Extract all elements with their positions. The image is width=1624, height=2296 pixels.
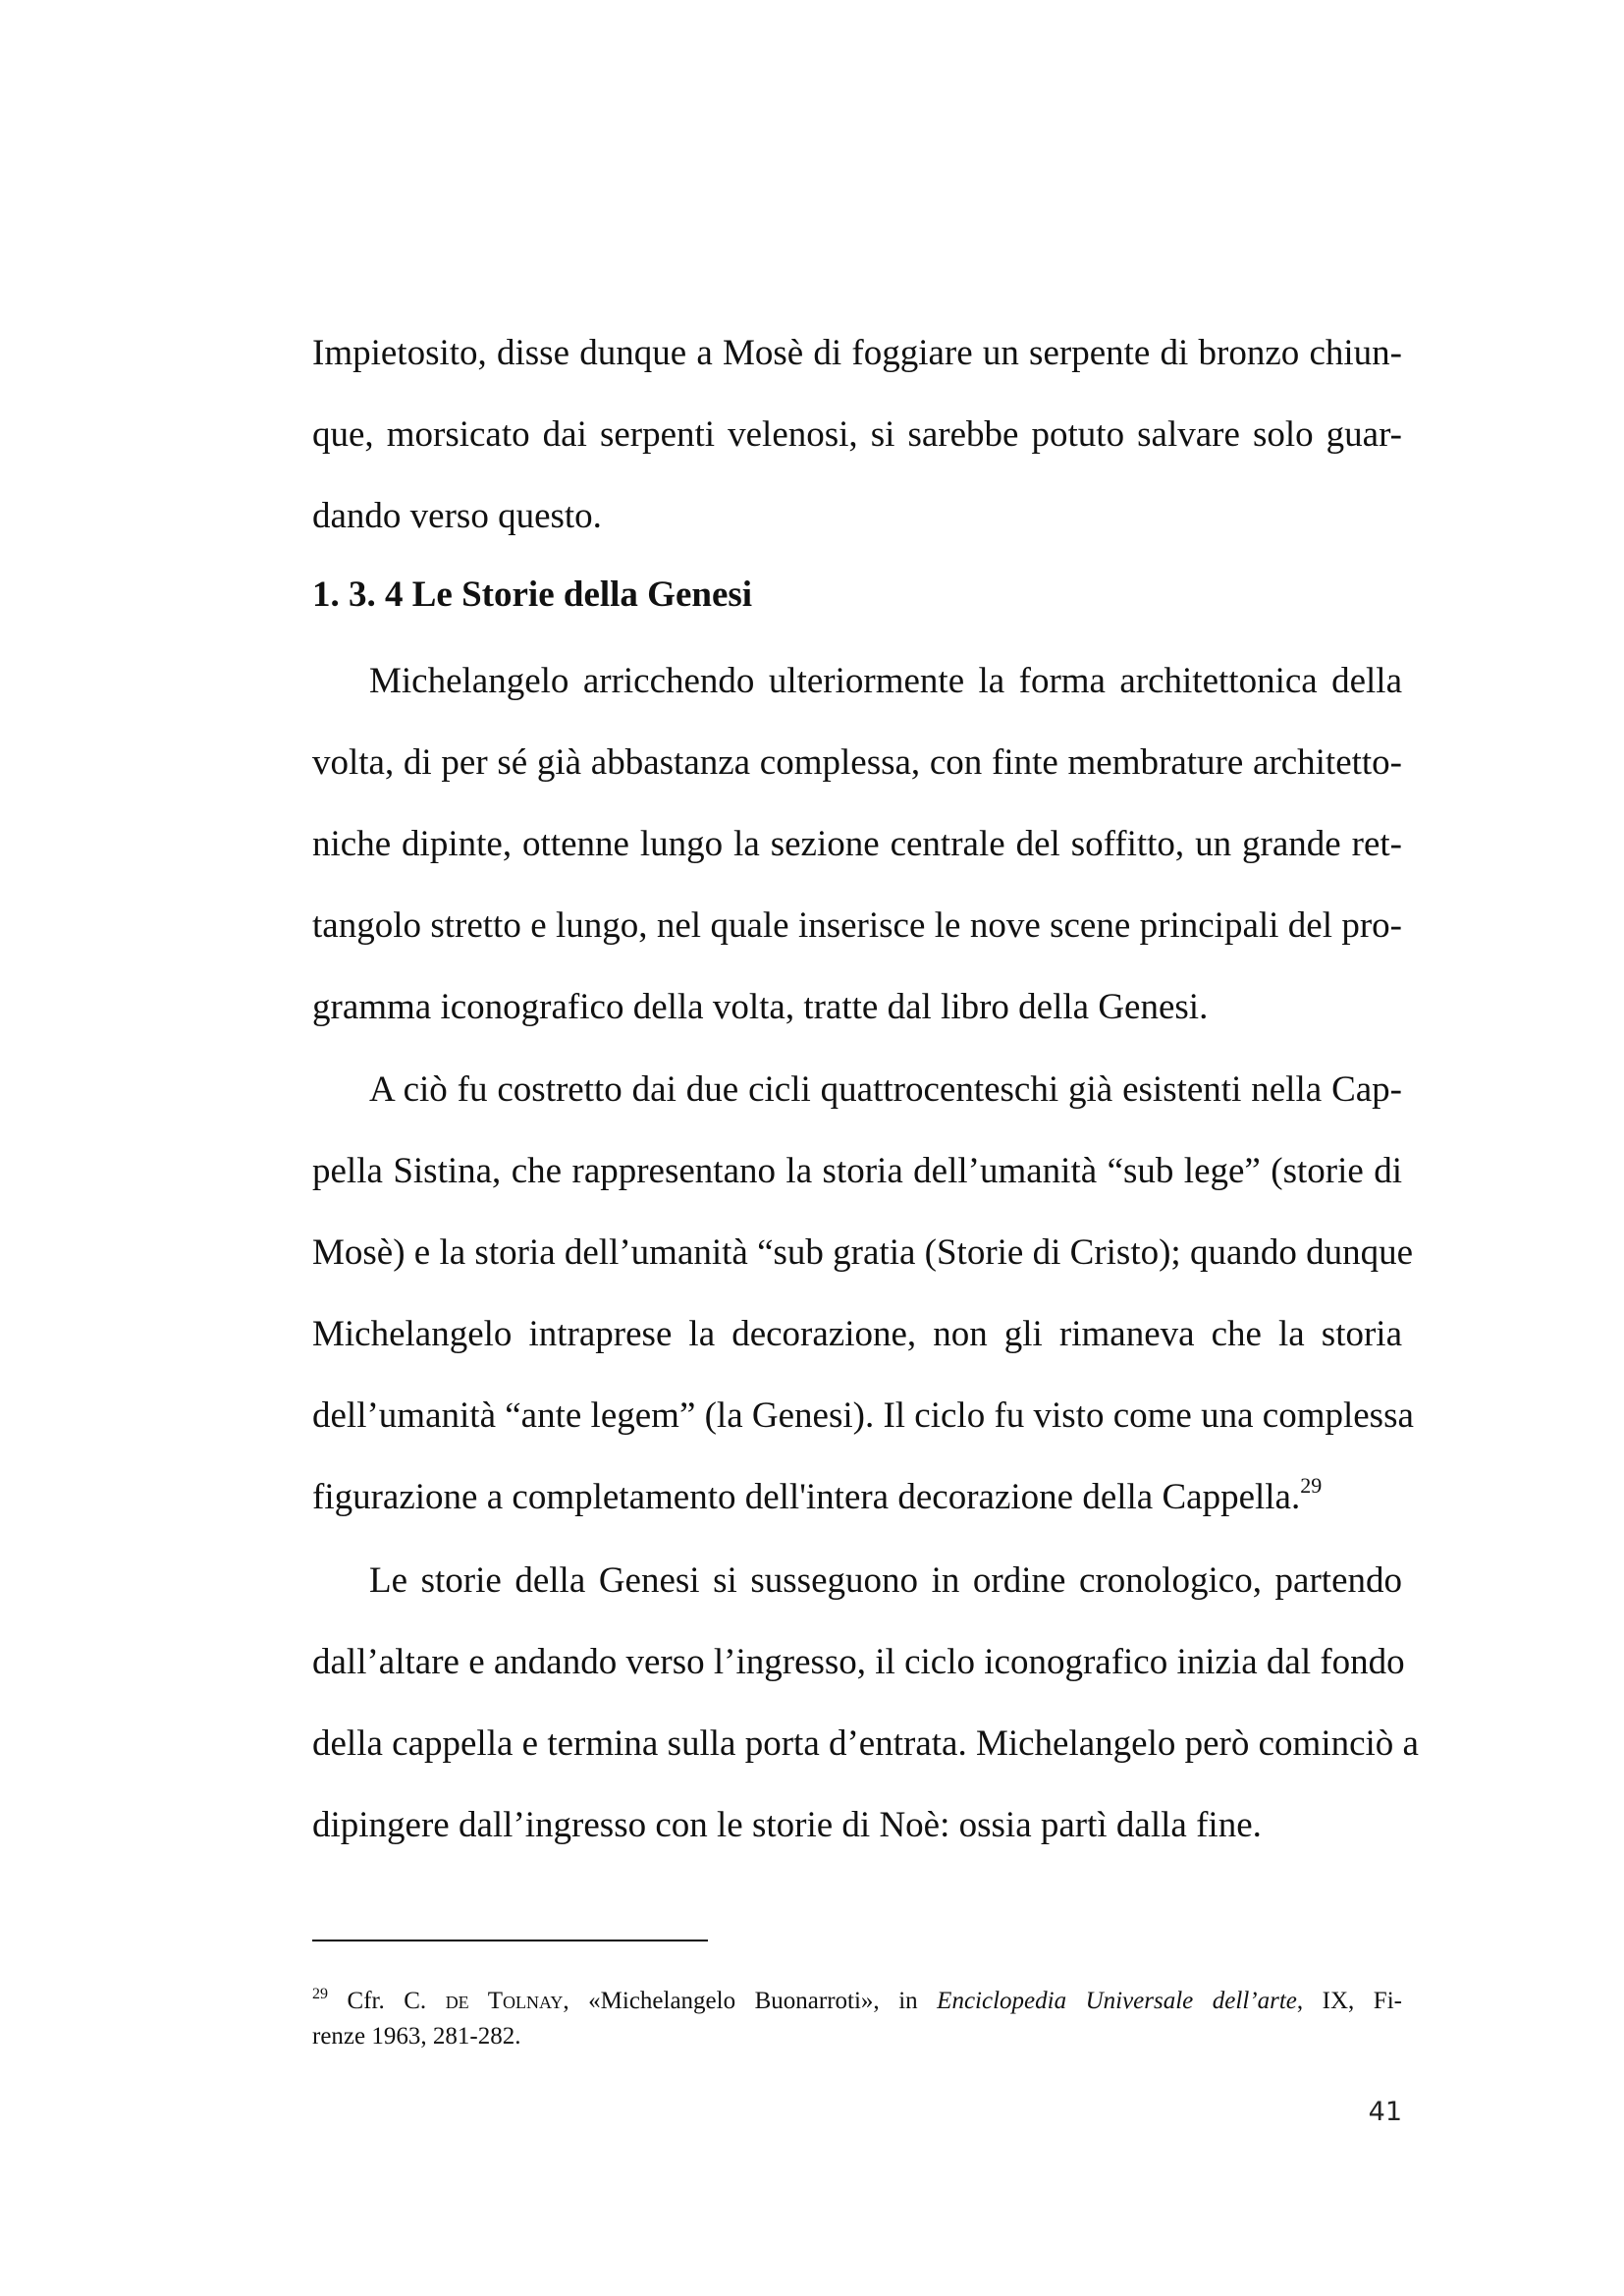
footnote	[312, 1984, 1402, 2054]
paragraph-line: tangolo stretto e lungo, nel quale inserisce le nove scene principali del pro-	[312, 905, 1402, 946]
paragraph-line: volta, di per sé già abbastanza complessa, con finte membrature architetto-	[312, 742, 1402, 783]
paragraph-line: dipingere dall’ingresso con le storie di Noè: ossia partì dalla fine.	[312, 1805, 1262, 1845]
paragraph-4	[312, 1540, 1419, 1866]
paragraph-line: Mosè) e la storia dell’umanità “sub gratia (Storie di Cristo); quando dunque	[312, 1232, 1414, 1273]
paragraph-line: dando verso questo.	[312, 496, 602, 536]
footnote-line	[312, 1984, 1402, 2019]
paragraph-line: Michelangelo arricchendo ulteriormente la forma architettonica della	[369, 661, 1402, 701]
footnote-work: Enciclopedia Universale dell’arte	[937, 1988, 1297, 2014]
paragraph-line: niche dipinte, ottenne lungo la sezione centrale del soffitto, un grande ret-	[312, 824, 1402, 864]
paragraph-line: dall’altare e andando verso l’ingresso, il ciclo iconografico inizia dal fondo	[312, 1642, 1405, 1682]
footnote-separator	[312, 1940, 708, 1941]
paragraph-line: gramma iconografico della volta, tratte dal libro della Genesi.	[312, 987, 1209, 1027]
paragraph-line: A ciò fu costretto dai due cicli quattrocenteschi già esistenti nella Cap-	[369, 1069, 1402, 1110]
paragraph-line: Michelangelo intraprese la decorazione, non gli rimaneva che la storia	[312, 1314, 1402, 1354]
footnote-author: de Tolnay	[445, 1988, 564, 2014]
paragraph-line-text: figurazione a completamento dell'intera decorazione della Cappella.	[312, 1477, 1301, 1517]
footnote-reference[interactable]: 29	[1300, 1473, 1323, 1498]
page-number: 41	[1368, 2097, 1402, 2127]
paragraph-line: Le storie della Genesi si susseguono in ordine cronologico, partendo	[369, 1560, 1402, 1601]
paragraph-line: que, morsicato dai serpenti velenosi, si sarebbe potuto salvare solo guar-	[312, 414, 1402, 455]
paragraph-3	[312, 1049, 1414, 1538]
paragraph-line: dell’umanità “ante legem” (la Genesi). Il ciclo fu visto come una complessa	[312, 1395, 1414, 1436]
footnote-title: , «Michelangelo Buonarroti», in	[563, 1988, 938, 2014]
paragraph-line-with-footnote	[312, 1456, 1402, 1538]
footnote-prefix: Cfr. C.	[328, 1988, 446, 2014]
section-heading: 1. 3. 4 Le Storie della Genesi	[312, 574, 753, 615]
footnote-number: 29	[312, 1986, 328, 2002]
paragraph-line: Impietosito, disse dunque a Mosè di foggiare un serpente di bronzo chiun-	[312, 333, 1402, 373]
paragraph-line: pella Sistina, che rappresentano la storia dell’umanità “sub lege” (storie di	[312, 1151, 1402, 1191]
footnote-rest: , IX, Fi-	[1296, 1988, 1402, 2014]
paragraph-2	[312, 640, 1402, 1048]
footnote-line: renze 1963, 281-282.	[312, 2023, 521, 2050]
paragraph-1	[312, 312, 1402, 557]
paragraph-line: della cappella e termina sulla porta d’entrata. Michelangelo però cominciò a	[312, 1723, 1419, 1764]
